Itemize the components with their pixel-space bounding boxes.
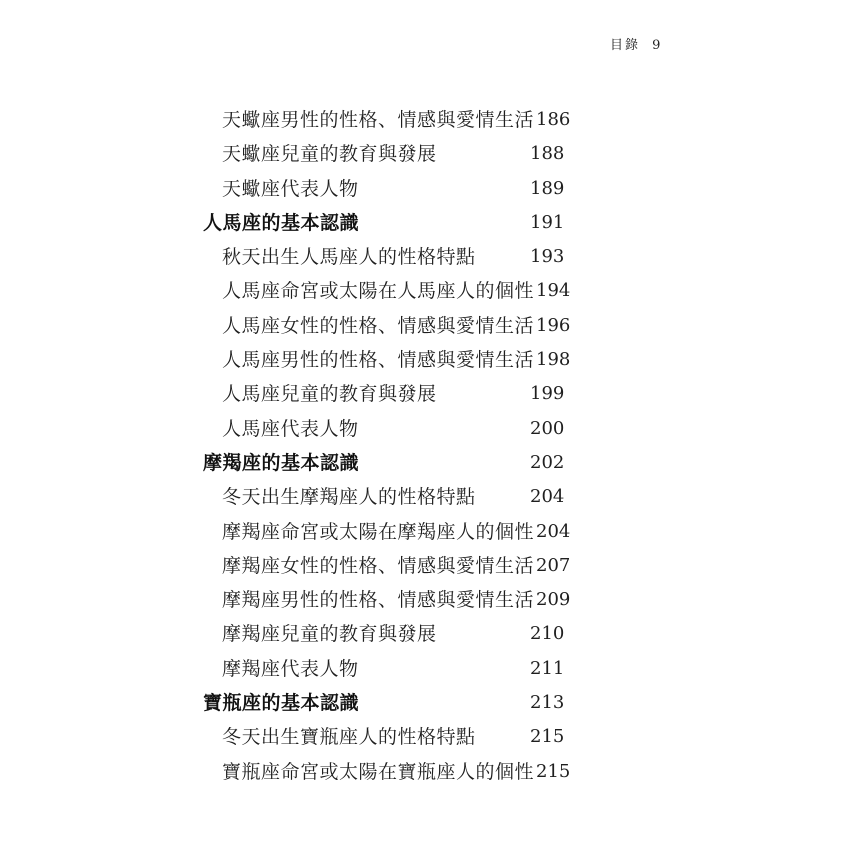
toc-entry-page-number: 198: [536, 349, 571, 371]
toc-entry-title: 摩羯座代表人物: [222, 657, 359, 680]
toc-entry-page-number: 207: [536, 554, 571, 576]
toc-entry-title: 人馬座男性的性格、情感與愛情生活: [222, 349, 535, 372]
toc-entry: [0, 103, 850, 137]
toc-entry: [0, 583, 850, 617]
toc-entry-title: 人馬座兒童的教育與發展: [222, 383, 437, 406]
toc-entry-page-number: 204: [536, 520, 571, 542]
toc-entry-title: 天蠍座男性的性格、情感與愛情生活: [222, 109, 535, 131]
toc-entry: [0, 240, 850, 274]
toc-section-heading: [0, 686, 850, 720]
page-number: 9: [652, 38, 663, 53]
toc-entry: [0, 377, 850, 411]
toc-entry-page-number: 215: [530, 726, 565, 748]
toc-entry-title: 寶瓶座的基本認識: [203, 692, 360, 715]
toc-entry: [0, 137, 850, 171]
toc-entry-page-number: 204: [530, 486, 565, 508]
toc-entry-page-number: 196: [536, 314, 571, 336]
toc-entry: [0, 172, 850, 206]
toc-entry-title: 冬天出生摩羯座人的性格特點: [222, 486, 476, 509]
toc-entry-page-number: 215: [536, 760, 571, 782]
toc-entry-title: 人馬座代表人物: [222, 417, 359, 440]
toc-entry: [0, 343, 850, 377]
toc-section-heading: [0, 206, 850, 240]
toc-entry-title: 摩羯座兒童的教育與發展: [222, 623, 437, 646]
toc-entry-title: 人馬座命宮或太陽在人馬座人的個性: [222, 280, 535, 303]
toc-entry-title: 天蠍座代表人物: [222, 177, 359, 200]
toc-entry-page-number: 200: [530, 417, 565, 439]
toc-entry-page-number: 194: [536, 280, 571, 302]
toc-entry-title: 人馬座的基本認識: [203, 211, 360, 234]
toc-section-heading: [0, 446, 850, 480]
table-of-contents: [0, 103, 850, 789]
toc-entry-page-number: 189: [530, 177, 565, 199]
toc-entry-title: 摩羯座命宮或太陽在摩羯座人的個性: [222, 520, 535, 543]
toc-entry-page-number: 193: [530, 246, 565, 268]
toc-entry-title: 秋天出生人馬座人的性格特點: [222, 246, 476, 269]
toc-entry-title: 冬天出生寶瓶座人的性格特點: [222, 726, 476, 749]
running-header-title: 目錄: [610, 38, 641, 53]
toc-entry-page-number: 186: [536, 109, 571, 130]
toc-entry: [0, 515, 850, 549]
toc-entry-page-number: 199: [530, 383, 565, 405]
toc-entry-page-number: 202: [530, 451, 565, 473]
toc-entry: [0, 549, 850, 583]
toc-entry-title: 摩羯座女性的性格、情感與愛情生活: [222, 554, 535, 577]
page-header: [610, 34, 690, 53]
toc-entry: [0, 309, 850, 343]
toc-entry: [0, 652, 850, 686]
toc-entry-title: 摩羯座男性的性格、情感與愛情生活: [222, 589, 535, 612]
toc-entry: [0, 274, 850, 308]
toc-entry: [0, 617, 850, 651]
toc-entry-page-number: 209: [536, 589, 571, 611]
toc-entry-page-number: 191: [530, 211, 565, 233]
toc-entry-page-number: 211: [530, 657, 565, 679]
toc-entry-title: 摩羯座的基本認識: [203, 451, 360, 474]
toc-entry-page-number: 213: [530, 692, 565, 714]
toc-entry: [0, 480, 850, 514]
toc-entry-page-number: 188: [530, 143, 565, 165]
toc-entry-title: 寶瓶座命宮或太陽在寶瓶座人的個性: [222, 760, 535, 783]
toc-entry: [0, 720, 850, 754]
toc-entry: [0, 412, 850, 446]
toc-entry-page-number: 210: [530, 623, 565, 645]
toc-entry: [0, 755, 850, 789]
toc-entry-title: 人馬座女性的性格、情感與愛情生活: [222, 314, 535, 337]
toc-entry-title: 天蠍座兒童的教育與發展: [222, 143, 437, 166]
